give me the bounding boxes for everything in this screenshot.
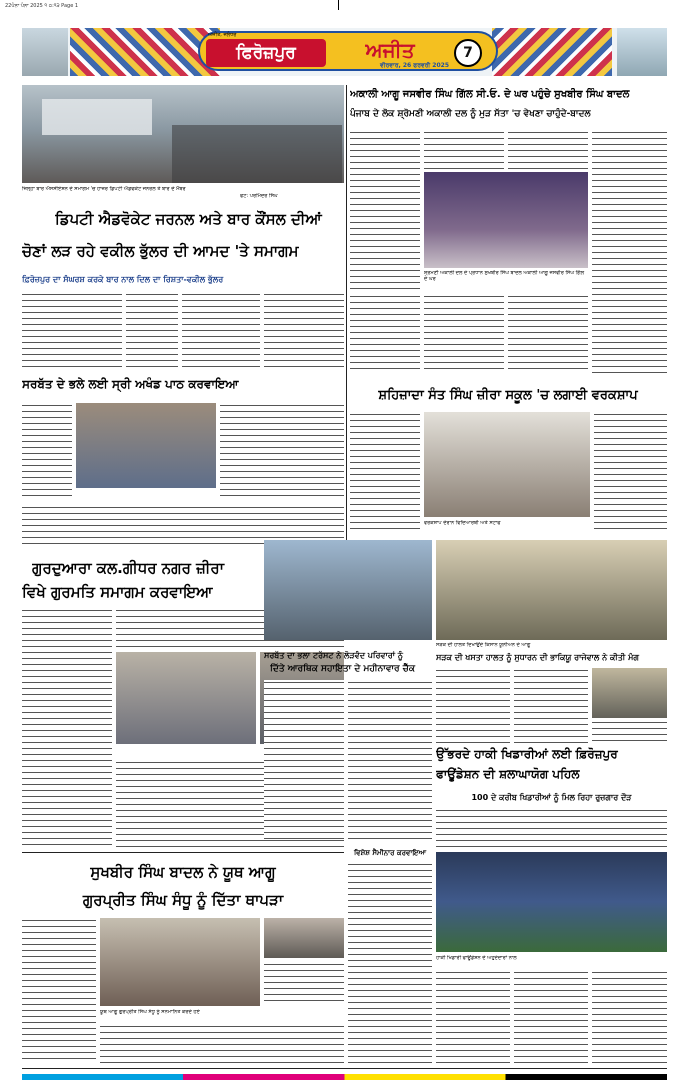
column-rule xyxy=(346,85,347,540)
lawyer-body-col-1 xyxy=(22,292,122,368)
hockey-body-2 xyxy=(436,970,510,1065)
gurdwara-headline-1: ਗੁਰਦੁਆਰਾ ਕਲ.ਗੀਧਰ ਨਗਰ ਜ਼ੀਰਾ xyxy=(32,559,225,577)
school-photo xyxy=(424,412,590,517)
footer-rule xyxy=(22,1068,667,1069)
bar-association-photo xyxy=(22,85,344,183)
youth-body-2 xyxy=(264,962,344,1006)
road-body-2 xyxy=(514,668,588,743)
banner-in-photo xyxy=(42,99,152,135)
road-small-photo xyxy=(592,668,667,718)
youth-photo-2 xyxy=(264,918,344,958)
road-headline: ਸੜਕ ਦੀ ਖਸਤਾ ਹਾਲਤ ਨੂੰ ਸੁਧਾਰਨ ਦੀ ਭਾਕਿਯੂ ਰਾਜੇਵਾਲ ਨੇ ਕੀਤੀ ਮੰਗ xyxy=(436,653,639,662)
audience-in-photo xyxy=(172,125,342,183)
akali-caption: ਸ਼੍ਰੋਮਣੀ ਅਕਾਲੀ ਦਲ ਦੇ ਪ੍ਰਧਾਨ ਸੁਖਬੀਰ ਸਿੰਘ ਬਾਦਲ ਅਕਾਲੀ ਆਗੂ ਜਸਵੀਰ ਸਿੰਘ ਗਿੱਲ ਦੇ ਘਰ xyxy=(424,270,585,282)
school-headline: ਸ਼ਹਿਜ਼ਾਦਾ ਸੰਤ ਸਿੰਘ ਜ਼ੀਰਾ ਸਕੂਲ 'ਚ ਲਗਾਈ ਵਰਕਸ਼ਾਪ xyxy=(378,388,638,403)
youth-photo-1 xyxy=(100,918,260,1006)
akali-subheadline: ਪੰਜਾਬ ਦੇ ਲੋਕ ਸ਼੍ਰੋਮਣੀ ਅਕਾਲੀ ਦਲ ਨੂੰ ਮੁੜ ਸੱਤਾ 'ਚ ਵੇਖਣਾ ਚਾਹੁੰਦੇ-ਬਾਦਲ xyxy=(350,109,591,119)
help-body-1 xyxy=(264,680,344,840)
edition-tag: ਅਜੀਤ, ਜਲੰਧਰ xyxy=(208,32,237,38)
lawyer-body-col-4 xyxy=(264,292,344,368)
section-rule xyxy=(22,852,344,853)
road-body-3 xyxy=(592,720,667,743)
print-info: 22ਪੰਨਾ ਪੰਨਾ 2025 ੧ ੦:੧੩ Page 1 xyxy=(5,3,79,9)
page-number: 7 xyxy=(454,39,482,67)
small-headline: ਵਿਸ਼ੇਸ਼ ਸੈਮੀਨਾਰ ਕਰਵਾਇਆ xyxy=(353,849,427,857)
lawyer-headline-1: ਡਿਪਟੀ ਐਡਵੋਕੇਟ ਜਰਨਲ ਅਤੇ ਬਾਰ ਕੌਂਸਲ ਦੀਆਂ xyxy=(55,210,322,228)
road-photo xyxy=(436,540,667,640)
akali-body-2 xyxy=(424,130,504,170)
akhand-headline: ਸਰਬੱਤ ਦੇ ਭਲੇ ਲਈ ਸ੍ਰੀ ਅਖੰਡ ਪਾਠ ਕਰਵਾਇਆ xyxy=(22,377,239,391)
akhand-body-1 xyxy=(22,403,72,501)
masthead-banner xyxy=(198,31,498,71)
akhand-body-3 xyxy=(22,505,344,545)
registration-mark xyxy=(338,0,339,10)
help-headline-2: ਦਿੱਤੇ ਆਰਥਿਕ ਸਹਾਇਤਾ ਦੇ ਮਹੀਨਾਵਾਰ ਚੈੱਕ xyxy=(270,664,415,674)
paper-title: ਅਜੀਤ xyxy=(365,38,415,62)
road-body-1 xyxy=(436,668,510,743)
photo-caption: ਜ਼ਿਲ੍ਹਾ ਬਾਰ ਐਸੋਸੀਏਸ਼ਨ ਦੇ ਸਮਾਗਮ 'ਚ ਹਾਜ਼ਰ ਡਿਪਟੀ ਐਡਵੋਕੇਟ ਜਨਰਲ ਤੇ ਬਾਰ ਦੇ ਮੈਂਬਰ xyxy=(22,186,186,192)
section-title: ਫਿਰੋਜ਼ਪੁਰ xyxy=(206,39,326,67)
akhand-photo xyxy=(76,403,216,488)
youth-headline-2: ਗੁਰਪ੍ਰੀਤ ਸਿੰਘ ਸੰਧੂ ਨੂੰ ਦਿੱਤਾ ਥਾਪੜਾ xyxy=(82,891,284,909)
school-body-2 xyxy=(594,412,667,532)
hockey-photo xyxy=(436,852,667,952)
youth-headline-1: ਸੁਖਬੀਰ ਸਿੰਘ ਬਾਦਲ ਨੇ ਯੂਥ ਆਗੂ xyxy=(90,863,276,881)
youth-body-3 xyxy=(100,1024,344,1064)
akali-body-4 xyxy=(592,130,667,375)
akali-body-5 xyxy=(350,294,420,374)
akali-body-1 xyxy=(350,130,420,290)
masthead-pattern-right xyxy=(492,28,612,76)
hockey-caption: ਹਾਕੀ ਖਿਡਾਰੀ ਫਾਊਂਡੇਸ਼ਨ ਦੇ ਅਹੁਦੇਦਾਰਾਂ ਨਾਲ xyxy=(436,955,517,961)
lawyer-headline-2: ਚੋਣਾਂ ਲੜ ਰਹੇ ਵਕੀਲ ਭੁੱਲਰ ਦੀ ਆਮਦ 'ਤੇ ਸਮਾਗਮ xyxy=(22,242,299,260)
masthead-right-photo xyxy=(617,28,667,76)
hockey-headline-2: ਫਾਊਂਡੇਸ਼ਨ ਦੀ ਸ਼ਲਾਘਾਯੋਗ ਪਹਿਲ xyxy=(436,767,580,781)
issue-date: ਵੀਰਵਾਰ, 26 ਫਰਵਰੀ 2025 xyxy=(380,62,449,69)
masthead xyxy=(22,28,667,76)
hockey-body-1 xyxy=(436,808,667,848)
small-body xyxy=(348,862,432,1064)
help-body-2 xyxy=(348,680,432,840)
youth-body-1 xyxy=(22,918,96,1063)
akali-photo xyxy=(424,172,588,268)
school-caption: ਵਰਕਸ਼ਾਪ ਦੌਰਾਨ ਵਿਦਿਆਰਥੀ ਅਤੇ ਸਟਾਫ xyxy=(424,520,501,526)
akali-body-3 xyxy=(508,130,588,170)
color-bar xyxy=(22,1074,667,1080)
masthead-left-photo xyxy=(22,28,68,76)
hockey-body-3 xyxy=(514,970,588,1065)
gurdwara-body-1 xyxy=(22,608,112,848)
akali-body-6 xyxy=(424,294,504,374)
lawyer-body-col-2 xyxy=(126,292,178,368)
akhand-body-2 xyxy=(220,403,344,501)
photo-credit: ਫੋਟੋ: ਪਰਮਿੰਦਰ ਸਿੰਘ xyxy=(240,193,278,199)
lawyer-subheadline: ਫ਼ਿਰੋਜ਼ਪੁਰ ਦਾ ਸੰਘਰਸ਼ ਕਰਕੇ ਬਾਰ ਨਾਲ ਦਿਲ ਦਾ ਰਿਸ਼ਤਾ-ਵਕੀਲ ਭੁੱਲਰ xyxy=(22,275,224,284)
help-headline-1: ਸਰਬੱਤ ਦਾ ਭਲਾ ਟਰੱਸਟ ਨੇ ਲੋੜਵੰਦ ਪਰਿਵਾਰਾਂ ਨੂੰ xyxy=(264,651,403,660)
school-body-1 xyxy=(350,412,420,532)
road-caption: ਸੜਕ ਦੀ ਹਾਲਤ ਦਿਖਾਉਂਦੇ ਕਿਸਾਨ ਯੂਨੀਅਨ ਦੇ ਆਗੂ xyxy=(436,642,531,648)
trust-photo xyxy=(264,540,432,640)
lawyer-body-col-3 xyxy=(182,292,260,368)
youth-caption: ਯੂਥ ਆਗੂ ਗੁਰਪ੍ਰੀਤ ਸਿੰਘ ਸੰਧੂ ਨੂੰ ਸਨਮਾਨਿਤ ਕਰਦੇ ਹੋਏ xyxy=(100,1009,200,1015)
gurdwara-headline-2: ਵਿਖੇ ਗੁਰਮਤਿ ਸਮਾਗਮ ਕਰਵਾਇਆ xyxy=(22,583,213,601)
hockey-body-4 xyxy=(592,970,667,1065)
hockey-subheadline: 100 ਦੇ ਕਰੀਬ ਖਿਡਾਰੀਆਂ ਨੂੰ ਮਿਲ ਰਿਹਾ ਰੁਜ਼ਗਾਰ ਦੌੜ xyxy=(471,793,632,802)
akali-headline: ਅਕਾਲੀ ਆਗੂ ਜਸਵੀਰ ਸਿੰਘ ਗਿੱਲ ਸੀ.ਓ. ਦੇ ਘਰ ਪਹੁੰਚੇ ਸੁਖਬੀਰ ਸਿੰਘ ਬਾਦਲ xyxy=(350,89,630,100)
gurdwara-photo-1 xyxy=(116,652,256,744)
akali-body-7 xyxy=(508,294,588,374)
hockey-headline-1: ਉੱਭਰਦੇ ਹਾਕੀ ਖਿਡਾਰੀਆਂ ਲਈ ਫ਼ਿਰੋਜ਼ਪੁਰ xyxy=(436,747,618,761)
